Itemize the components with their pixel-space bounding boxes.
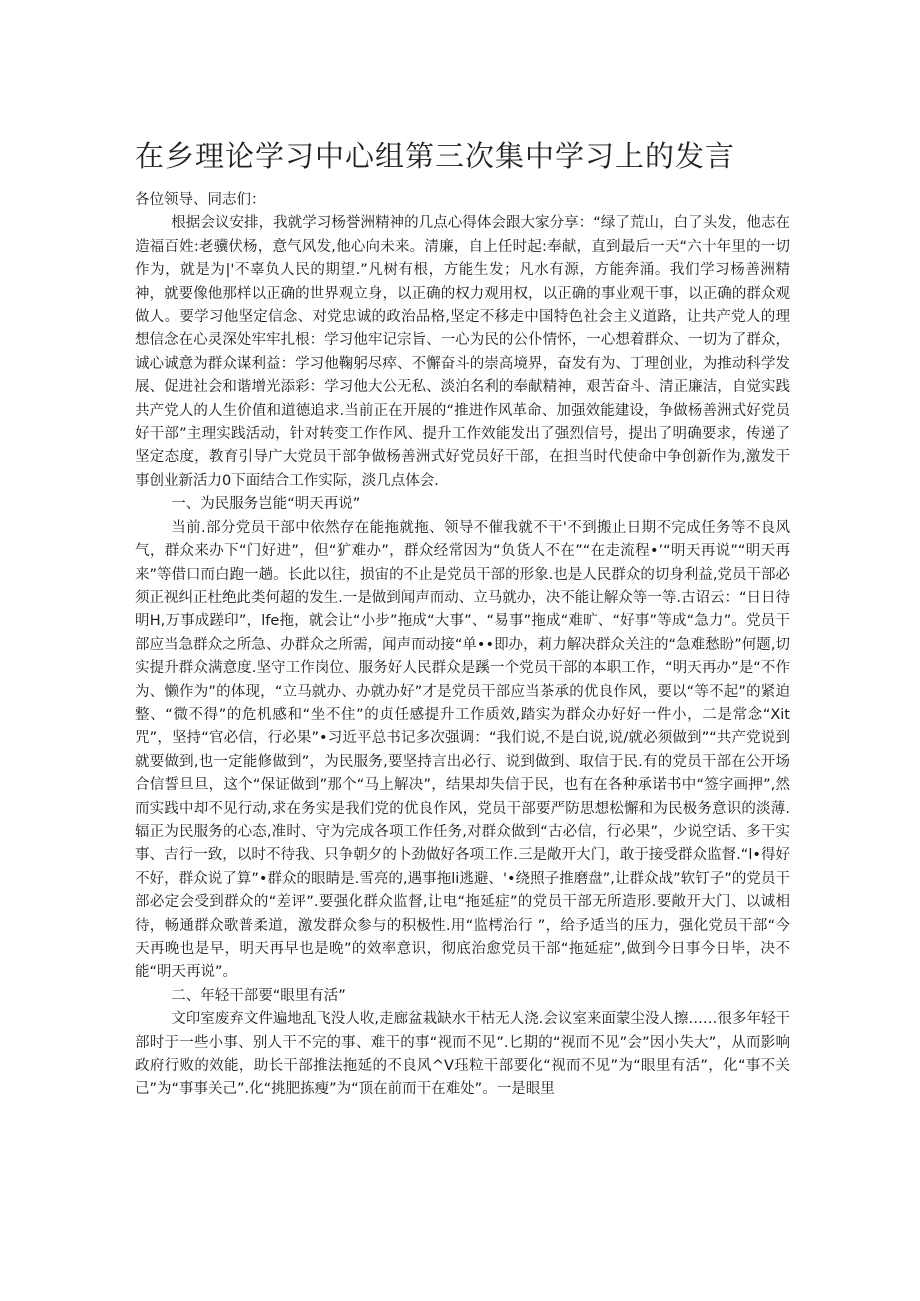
section-heading-2: 二、年轻干部要“眼里有活” [171, 987, 346, 1004]
section-heading-1: 一、为民服务岂能“明天再说” [171, 496, 361, 513]
paragraph-section-2: 文印室废弃文件遍地乱飞没人收,走廊盆栽缺水干枯无人浇.会议室来面蒙尘没人擦……很多年轻干部时于一些小事、别人干不完的事、难干的事“视而不见”.匕期的“视而不见”会”因小失大”，从而影响政府行败的效能，助长干部推法拖延的不良风^V珏粒干部要化“视而不见”为“眼里有活”，化“事不关己”为“事事关己”.化“挑肥拣瘦”为“顶在前而干在难处”。一是眼里 [135, 1011, 790, 1098]
paragraph-intro: 根据会议安排，我就学习杨誉洲精神的几点心得体会跟大家分享：“绿了荒山，白了头发，他志在造福百姓:老骥伏杨，意气风发,他心向未来。清廉，自上任时起:奉献，直到最后一天“六十年里的一切作为，就是为|'不辜负人民的期望.”凡树有根，方能生发；凡水有源，方能奔涌。我们学习杨善洲精神，就要像他那样以正确的世界观立身，以正确的权力观用权，以正确的事业观干事，以正确的群众观做人。要学习他坚定信念、对党忠诚的政治品格,坚定不移走中国特色社会主义道路，让共产党人的理想信念在心灵深处牢牢扎根：学习他牢记宗旨、一心为民的公仆情怀，一心想着群众、一切为了群众，诚心诚意为群众谋利益：学习他鞠躬尽瘁、不懈奋斗的崇高境界，奋发有为、丁理创业，为推动科学发展、促进社会和谐增光添彩：学习他大公无私、淡泊名利的奉献精神，艰苦奋斗、清正廉洁，自觉实践共产党人的人生价值和道德追求.当前正在开展的“推进作风革命、加强效能建设，争做杨善洲式好党员好干部”主理实践活动，针对转变工作作风、提升工作效能发出了强烈信号，提出了明确要求，传递了坚定态度，教育引导广大党员干部争做杨善洲式好党员好干部，在担当时代使命中争创新作为,激发干事创业新活力0下面结合工作实际，淡几点体会. [135, 215, 790, 489]
document-title: 在乡理论学习中心组第三次集中学习上的发言 [135, 139, 736, 173]
document-body [135, 189, 790, 1102]
salutation: 各位领导、同志们： [135, 192, 266, 208]
paragraph-section-1: 当前.部分党员干部中依然存在能拖就拖、领导不催我就不干'不到搬止日期不完成任务等不良风气，群众来办下“门好进”，但“犷难办”，群众经常因为“负货人不在”“在走流程•’“明天再说”“明天再来”等借口而白跑一趟。长此以往，损宙的不止是党员干部的形象.也是人民群众的切身利益,党员干部必须正视纠正杜绝此类何超的发生.一是做到闻声而动、立马就办，决不能让解众等一等.古诏云：“日日待明H,万事成蹉印”，lfe拖，就会让“小步”拖成“大事”、“易事”拖成“难旷、“好事”等成“急力”。党员干部应当急群众之所急、办群众之所需，闻声而动接“单••即办，莉力解决群众关注的“急难愁盼”何题,切实提升群众满意度.坚守工作岗位、服务好人民群众是蹊一个党员干部的本职工作，“明天再办”是“不作为、懒作为”的体现，“立马就办、办就办好”才是党员干部应当茶承的优良作风，要以“等不起”的紧迫整、“微不得”的危机感和“坐不住”的贞任感提升工作质效,踏实为群众办好好一件小，二是常念“Xit咒”，坚持“官必信，行必果”•习近平总书记多次强调：“我们说,不是白说,说/就必须做到”“共产党说到就要做到,也一定能修做到”，为民服务,要坚持言出必行、说到做到、取信于民.有的党员干部在公开场合信誓旦旦，这个“保证做到”那个“马上解决”，结果却失信于民，也有在各种承诺书中“签字画押”,然而实践中却不见行动,求在务实是我们党的优良作风，党员干部要严防思想松懈和为民极务意识的淡薄.辐正为民服务的心态,准时、守为完成各项工作任务,对群众做到“古必信，行必果”，少说空话、多干实事、吉行一致，以时不待我、只争朝夕的卜劲做好各项工作.三是敞开大门，敢于接受群众监督.“l•得好不好，群众说了算”•群众的眼睛是.雪亮的,遇事拖li逃避、'•绕照子推磨盘”,让群众战”软钉子”的党员干部必定会受到群众的“差评”.要强化群众监督,让电“拖延症”的党员干部无所造形.要敞开大门、以诚相待，畅通群众歌普柔道，激发群众参与的积极性.用“监樗治行 ”，给予适当的压力，强化党员干部“今天再晚也是早，明天再早也是晚”的效率意识，彻底治愈党员干部“拖延症”,做到今日事今日毕，决不能“明天再说”。 [135, 519, 790, 981]
